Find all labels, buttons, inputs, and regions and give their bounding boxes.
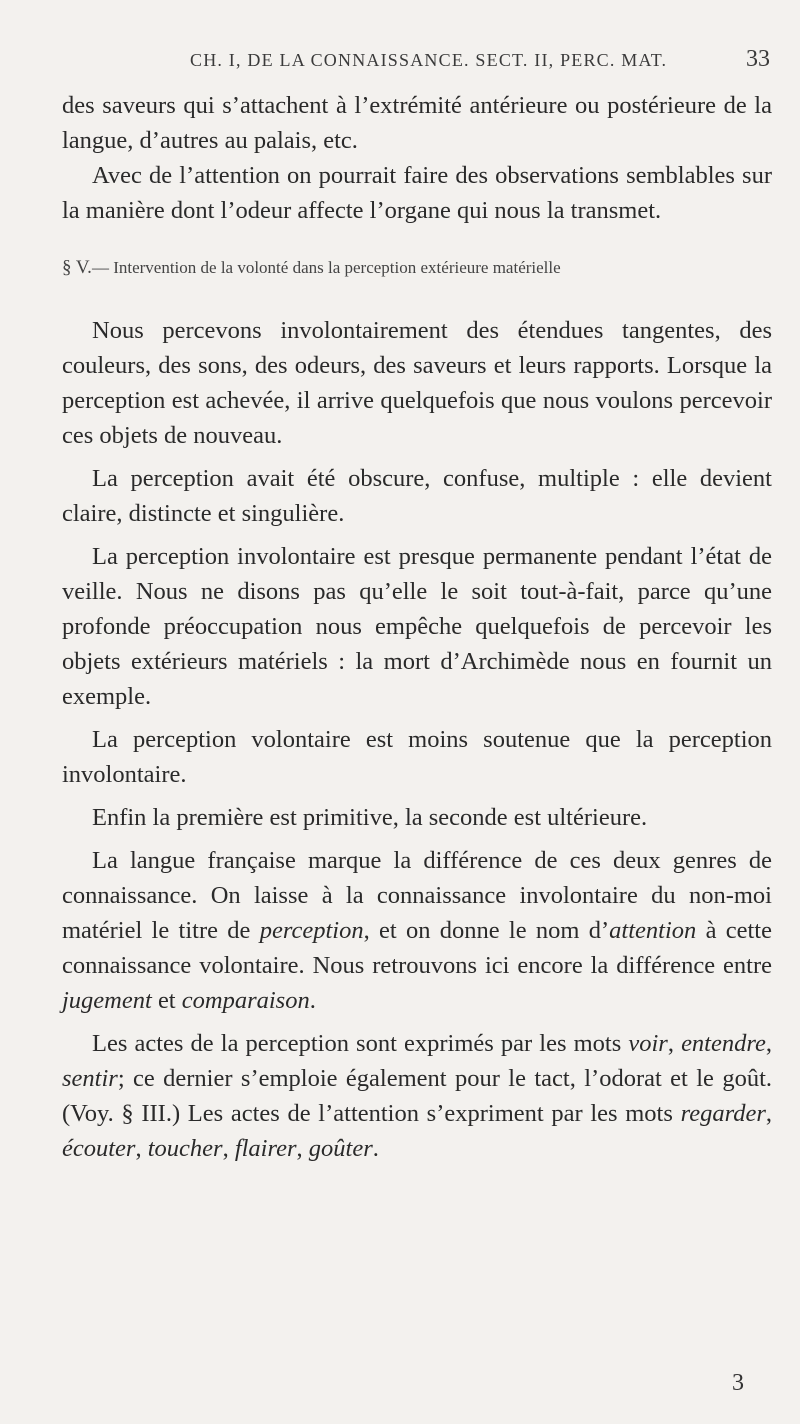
- text-run: La langue française marque la différence de ces deux genres de connaissance. On laisse à la connaissance involontaire du non-moi matériel le titre de: [62, 847, 772, 944]
- text-run: .: [309, 987, 316, 1014]
- text-run: Les actes de la perception sont exprimés par les mots: [92, 1030, 629, 1057]
- paragraph: [62, 1026, 772, 1166]
- paragraph: La perception involontaire est presque permanente pendant l’état de veille. Nous ne disons pas qu’elle le soit tout-à-fait, parce qu’une profonde préoccupation nous empêche quelquefois de percevoir les objets extérieurs matériels : la mort d’Archimède nous en fournit un exemple.: [62, 543, 772, 710]
- italic-term: sentir: [62, 1065, 118, 1092]
- italic-term: flairer: [234, 1135, 297, 1162]
- text-run: ; ce dernier s’emploie également pour le tact, l’odorat et le goût. (Voy. § III.) Les actes de l’attention s’expriment par les mots: [62, 1065, 772, 1127]
- text-run: ,: [135, 1135, 148, 1162]
- italic-term: perception: [259, 917, 364, 944]
- signature-mark: 3: [732, 1370, 744, 1396]
- text-run: ,: [667, 1030, 682, 1057]
- italic-term: voir: [628, 1030, 668, 1057]
- text-run: à cette connaissance volontaire. Nous retrouvons ici encore la différence entre: [62, 917, 772, 979]
- paragraph: Enfin la première est primitive, la seconde est ultérieure.: [92, 804, 648, 831]
- paragraph: Nous percevons involontairement des étendues tangentes, des couleurs, des sons, des odeurs, des saveurs et leurs rapports. Lorsque la perception est achevée, il arrive quelquefois que nous voulons percevoir ces objets de nouveau.: [62, 317, 772, 449]
- text-run: ,: [765, 1100, 772, 1127]
- section-sign: § V.: [62, 257, 92, 278]
- italic-term: comparaison: [181, 987, 310, 1014]
- paragraph: Avec de l’attention on pourrait faire des observations semblables sur la manière dont l’odeur affecte l’organe qui nous la transmet.: [62, 162, 772, 224]
- running-title: CH. I, DE LA CONNAISSANCE. SECT. II, PERC. MAT.: [190, 50, 668, 70]
- section-heading: [62, 250, 772, 285]
- paragraph: [62, 843, 772, 1018]
- section-heading-text: — Intervention de la volonté dans la perception extérieure matérielle: [91, 258, 561, 277]
- paragraph: La perception avait été obscure, confuse, multiple : elle devient claire, distincte et singulière.: [62, 465, 772, 527]
- running-header: [190, 46, 770, 72]
- text-run: ,: [296, 1135, 309, 1162]
- italic-term: goûter: [308, 1135, 373, 1162]
- italic-term: attention: [609, 917, 697, 944]
- italic-term: écouter: [62, 1135, 136, 1162]
- text-run: .: [372, 1135, 379, 1162]
- italic-term: entendre: [681, 1030, 766, 1057]
- italic-term: toucher: [147, 1135, 223, 1162]
- text-run: , et on donne le nom d’: [363, 917, 610, 944]
- paragraph: La perception volontaire est moins soutenue que la perception involontaire.: [62, 726, 772, 788]
- page-number: 33: [746, 46, 770, 72]
- text-run: ,: [765, 1030, 772, 1057]
- text-run: et: [151, 987, 182, 1014]
- paragraph-continuation: des saveurs qui s’attachent à l’extrémité antérieure ou postérieure de la langue, d’autres au palais, etc.: [62, 92, 772, 154]
- page-body: [62, 88, 772, 1166]
- text-run: ,: [222, 1135, 235, 1162]
- italic-term: jugement: [62, 987, 152, 1014]
- italic-term: regarder: [680, 1100, 766, 1127]
